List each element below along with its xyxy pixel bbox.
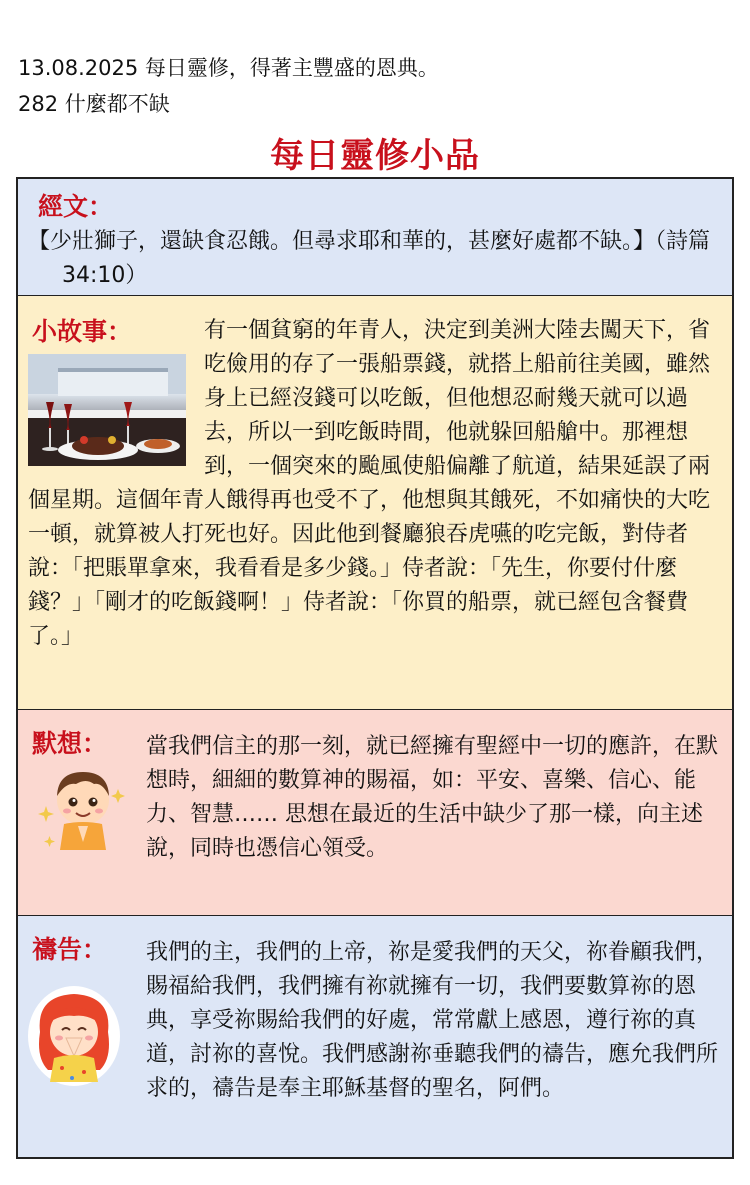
story-paragraph: 有一個貧窮的年青人，決定到美洲大陸去闖天下，省吃儉用的存了一張船票錢，就搭上船前往美國，雖然身上已經沒錢可以吃飯，但他想忍耐幾天就可以過去，所以一到吃飯時間，他就躲回船艙中。那裡想到，一個突來的颱風使船偏離了航道，結果延誤了兩個星期。這個年青人餓得再也受不了，他想與其餓死，不如痛快的大吃一頓，就算被人打死也好。因此他到餐廳狼吞虎嚥的吃完飯，對侍者說：「把賬單拿來，我看看是多少錢。」侍者說：「先生，你要付什麼錢？」「剛才的吃飯錢啊！」侍者說：「你買的船票，就已經包含餐費了。」 xyxy=(28,318,711,649)
meditation-label: 默想： xyxy=(32,729,108,758)
meditation-text: 當我們信主的那一刻，就已經擁有聖經中一切的應許，在默想時，細細的數算神的賜福，如：平安、喜樂、信心、能力、智慧…… 思想在最近的生活中缺少了那一樣，向主述說，同時也憑信心領受。 xyxy=(146,734,719,861)
story-label: 小故事： xyxy=(32,317,133,346)
number-line: 282 什麼都不缺 xyxy=(18,92,170,116)
header xyxy=(18,50,439,122)
praying-boy-icon xyxy=(36,760,128,856)
scripture-text: 【少壯獅子，還缺食忍餓。但尋求耶和華的，甚麼好處都不缺。】（詩篇 34:10） xyxy=(28,229,711,288)
date-line: 13.08.2025 每日靈修，得著主豐盛的恩典。 xyxy=(18,56,439,80)
prayer-section xyxy=(16,916,734,1159)
meditation-section xyxy=(16,710,734,917)
scripture-label: 經文： xyxy=(38,192,114,221)
page-title: 每日靈修小品 xyxy=(270,136,480,176)
praying-girl-icon xyxy=(26,978,122,1094)
scripture-section xyxy=(16,177,734,297)
story-text xyxy=(28,314,724,654)
prayer-label: 禱告： xyxy=(32,935,108,964)
prayer-text: 我們的主，我們的上帝，祢是愛我們的天父，祢眷顧我們，賜福給我們，我們擁有祢就擁有一切，我們要數算祢的恩典，享受祢賜給我們的好處，常常獻上感恩，遵行祢的真道，討祢的喜悅。我們感謝祢垂聽我們的禱告，應允我們所求的，禱告是奉主耶穌基督的聖名，阿們。 xyxy=(146,940,719,1101)
story-section xyxy=(16,296,734,711)
